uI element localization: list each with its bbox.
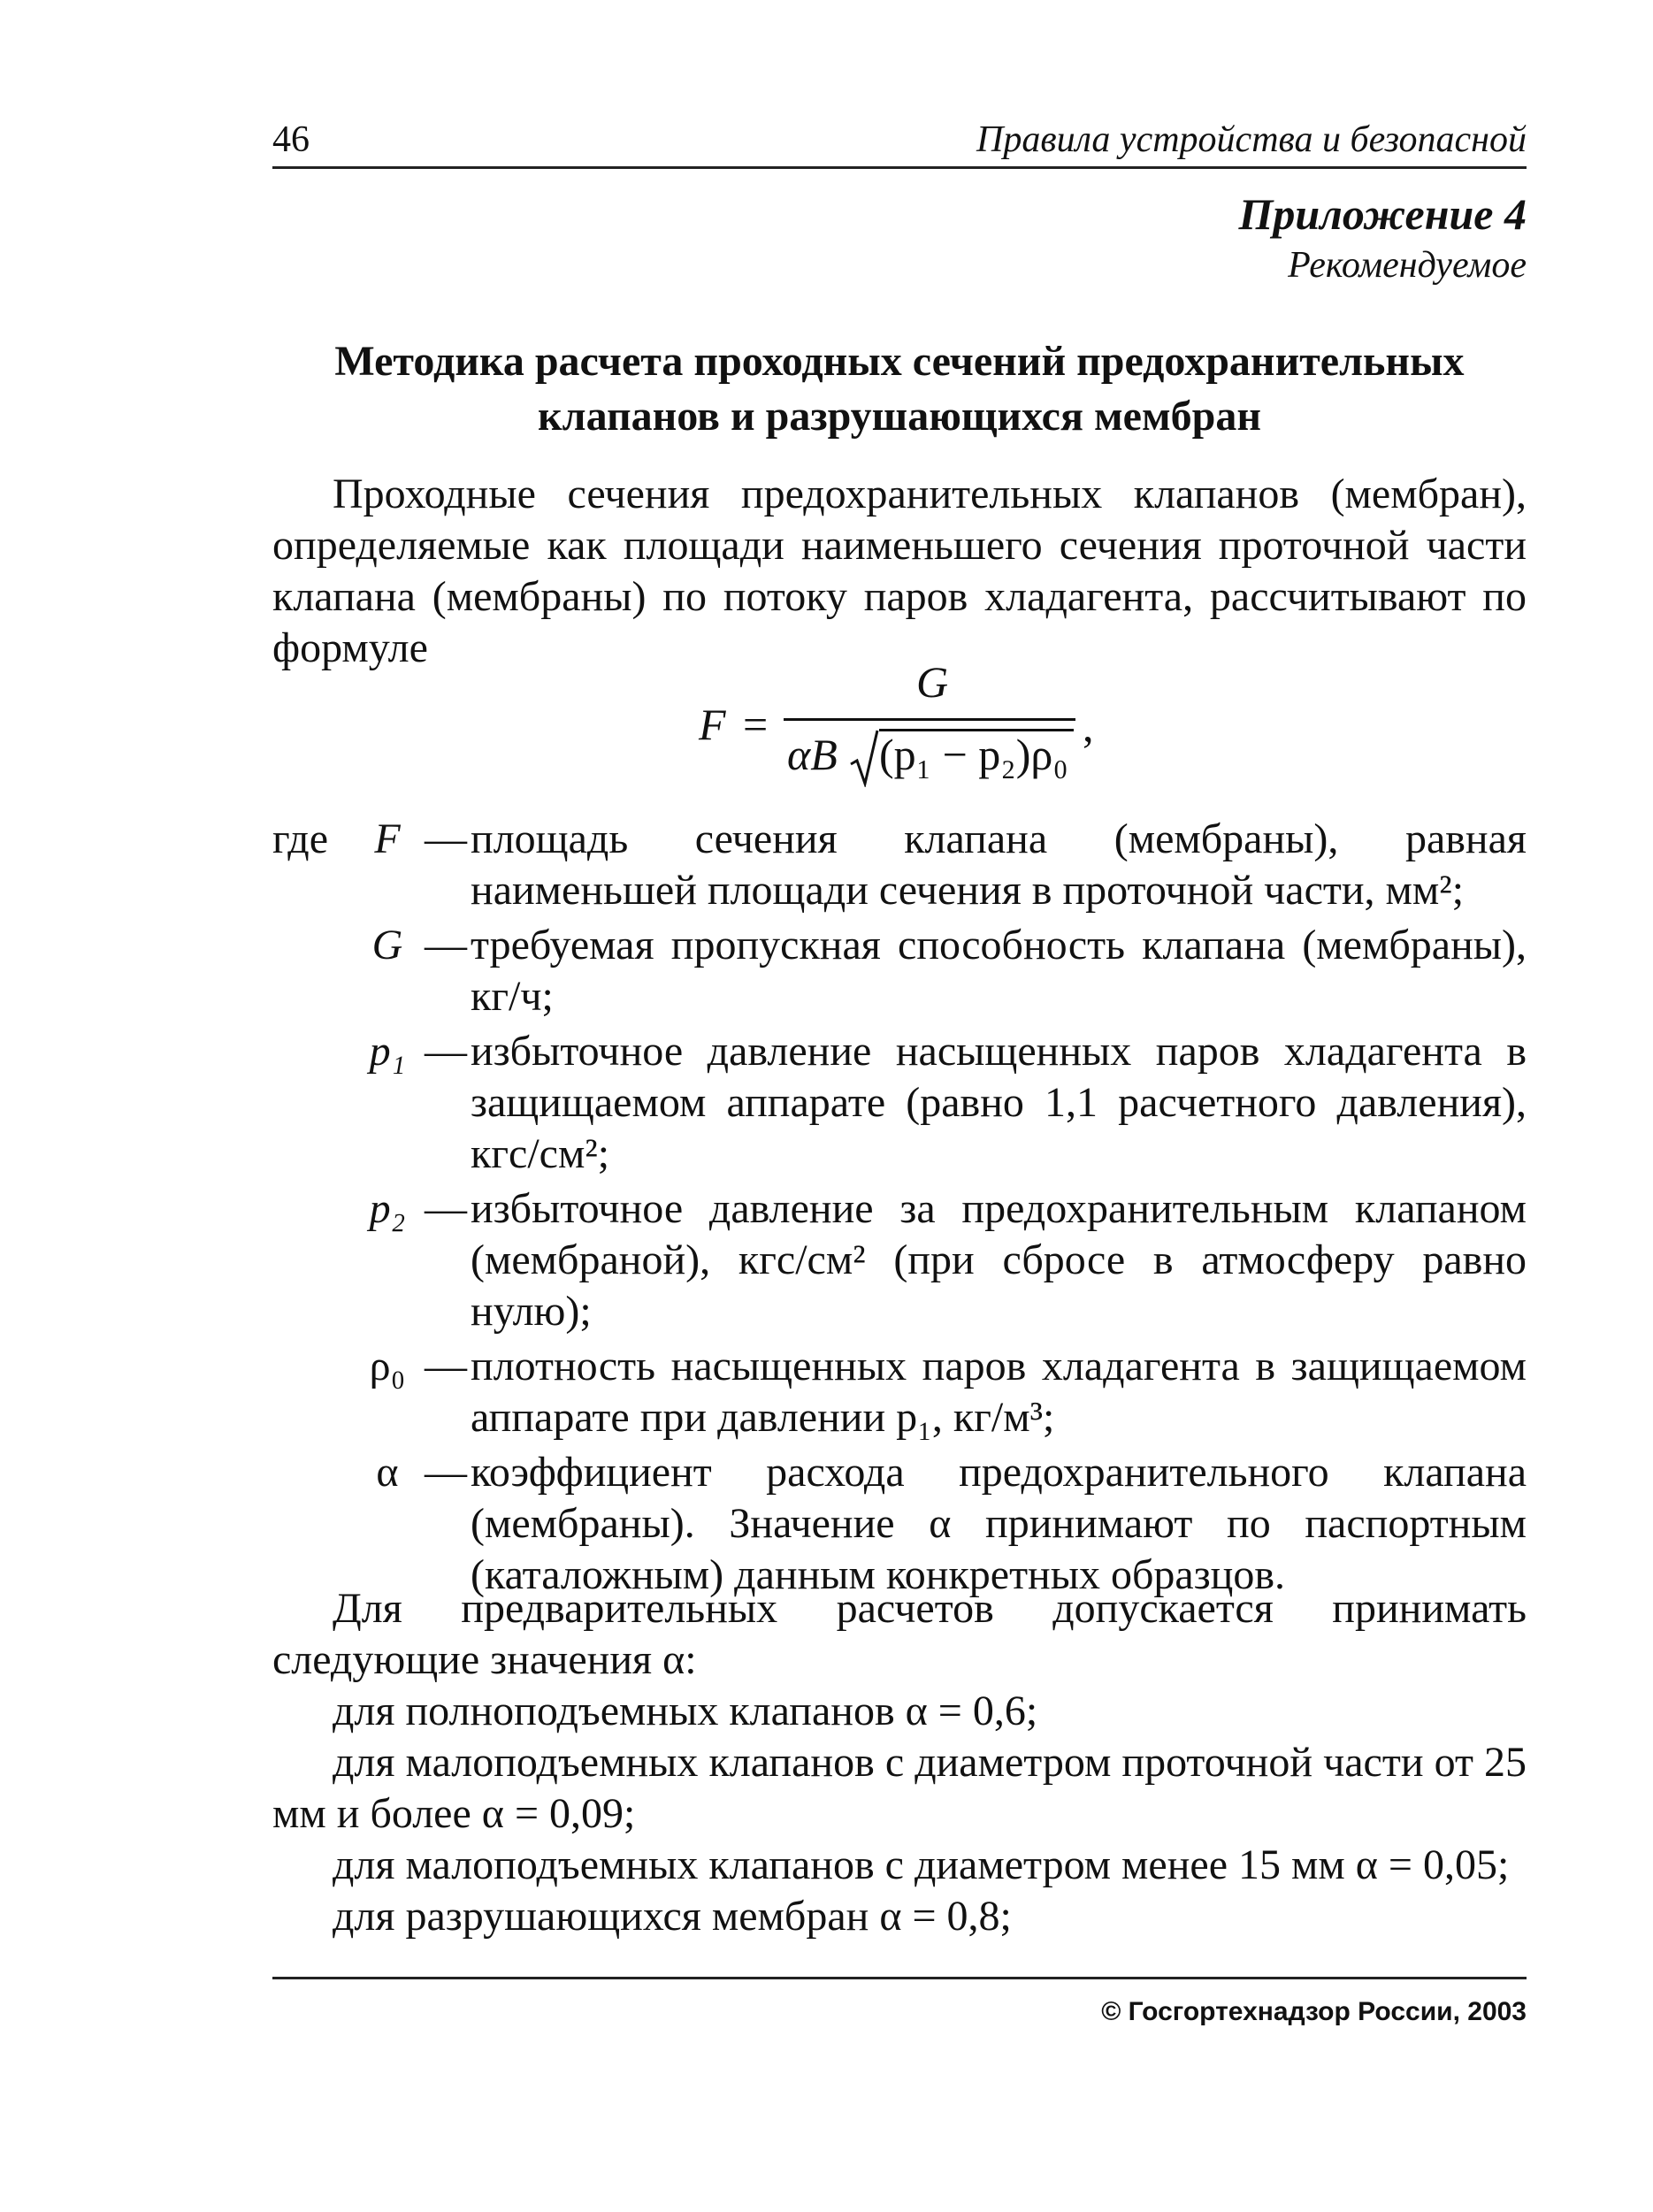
definition-dash: —: [425, 815, 467, 862]
fraction-bar: [784, 718, 1075, 721]
section-title-line-2: клапанов и разрушающихся мембран: [537, 393, 1261, 440]
definition-item: [272, 814, 1527, 916]
definition-item: [272, 1341, 1527, 1443]
footer-rule: [272, 1977, 1527, 1979]
definition-text: избыточное давление насыщенных паров хладагента в защищаемом аппарате (равно 1,1 расчетного давления), кгс/см²;: [471, 1028, 1527, 1177]
definition-text: избыточное давление за предохранительным клапаном (мембраной), кгс/см² (при сбросе в атмосферу равно нулю);: [471, 1185, 1527, 1335]
alpha-value-item: для полноподъемных клапанов α = 0,6;: [333, 1688, 1038, 1734]
running-header: [272, 113, 1527, 169]
section-title: [272, 334, 1527, 444]
definition-symbol: p₂: [369, 1185, 406, 1232]
appendix-label: Приложение 4: [1238, 189, 1527, 239]
alpha-value-item: для малоподъемных клапанов с диаметром проточной части от 25 мм и более α = 0,09;: [272, 1739, 1527, 1837]
definition-symbol: α: [376, 1449, 399, 1496]
definition-text: требуемая пропускная способность клапана (мембраны), кг/ч;: [471, 922, 1527, 1020]
formula-denominator-radicand: (p₁ − p₂)ρ₀: [879, 730, 1068, 779]
copyright-footer: © Госгортехнадзор России, 2003: [1101, 1997, 1527, 2026]
definition-text: коэффициент расхода предохранительного клапана (мембраны). Значение α принимают по паспортным (каталожным) данным конкретных образцов.: [471, 1449, 1527, 1598]
formula-numerator: G: [916, 657, 949, 707]
definition-dash: —: [425, 1185, 467, 1232]
running-title: Правила устройства и безопасной: [976, 119, 1527, 160]
definition-item: [272, 1447, 1527, 1601]
appendix-label-block: [1238, 188, 1527, 290]
preliminary-paragraph: Для предварительных расчетов допускается принимать следующие значения α:: [272, 1585, 1527, 1683]
definition-item: [272, 1183, 1527, 1337]
definition-text: площадь сечения клапана (мембраны), равная наименьшей площади сечения в проточной части, мм²;: [471, 815, 1527, 914]
page-number: 46: [272, 119, 310, 160]
definition-symbol: G: [371, 922, 403, 968]
where-label: где: [272, 815, 329, 862]
definition-dash: —: [425, 1343, 467, 1389]
formula-denominator-prefix: αB: [787, 730, 838, 779]
definition-symbol: ρ₀: [369, 1343, 406, 1389]
definition-dash: —: [425, 922, 467, 968]
definition-dash: —: [425, 1449, 467, 1496]
section-title-line-1: Методика расчета проходных сечений предохранительных: [334, 338, 1465, 385]
definition-text: плотность насыщенных паров хладагента в защищаемом аппарате при давлении p₁, кг/м³;: [471, 1343, 1527, 1441]
intro-paragraph: Проходные сечения предохранительных клапанов (мембран), определяемые как площади наименьшего сечения проточной части клапана (мембраны) по потоку паров хладагента, рассчитывают по формуле: [272, 471, 1527, 671]
definition-symbol: p₁: [369, 1028, 406, 1075]
appendix-status: Рекомендуемое: [1288, 245, 1527, 286]
definition-dash: —: [425, 1028, 467, 1075]
alpha-value-item: для разрушающихся мембран α = 0,8;: [333, 1893, 1012, 1940]
definition-symbol: F: [374, 815, 401, 862]
definitions-list: [272, 814, 1527, 1604]
formula-equals: =: [743, 700, 769, 749]
definition-item: [272, 1026, 1527, 1180]
alpha-value-item: для малоподъемных клапанов с диаметром менее 15 мм α = 0,05;: [333, 1841, 1510, 1888]
formula-lhs: F: [699, 700, 726, 749]
definition-item: [272, 920, 1527, 1022]
alpha-values-list: [272, 1686, 1527, 1942]
square-root-icon: [849, 729, 879, 787]
formula-comma: ,: [1083, 701, 1094, 751]
formula: [699, 656, 1159, 798]
